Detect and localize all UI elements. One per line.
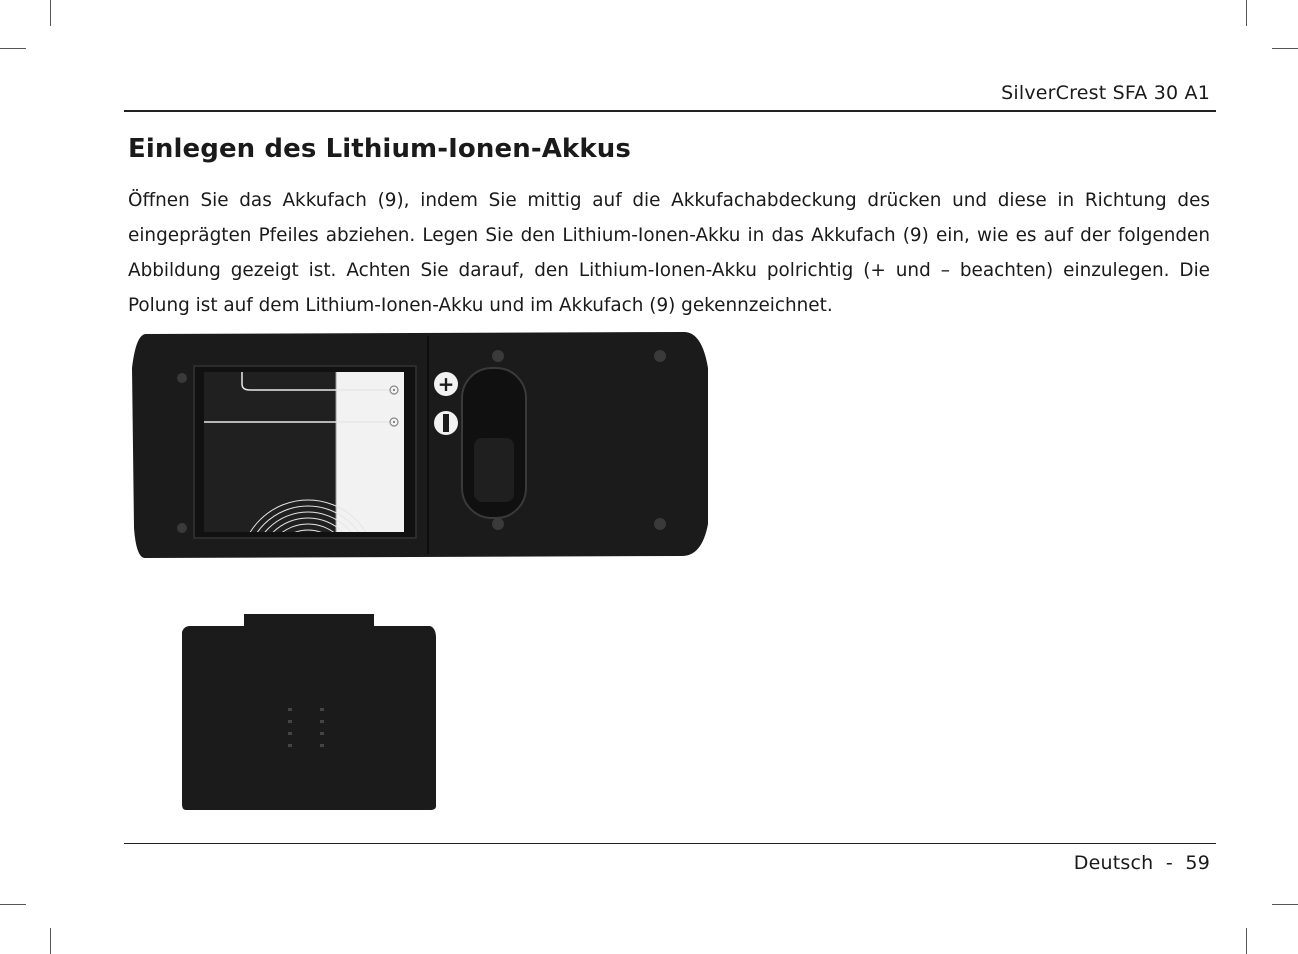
plus-icon	[434, 372, 458, 396]
instruction-paragraph: Öffnen Sie das Akkufach (9), indem Sie mittig auf die Akkufachabdeckung drücken und diese in Richtung des eingeprägten Pfeiles abziehen. Legen Sie den Lithium-Ionen-Akku in das Akkufach (9) ein, wie es auf der folgenden Abbildung gezeigt ist. Achten Sie darauf, den Lithium-Ionen-Akku polrichtig (+ und – beachten) einzulegen. Die Polung ist auf dem Lithium-Ionen-Akku und im Akkufach (9) gekennzeichnet.	[128, 190, 1210, 316]
crop-mark	[1272, 904, 1298, 905]
battery-cover	[182, 614, 436, 810]
battery-compartment-figure	[124, 328, 714, 818]
crop-mark	[0, 904, 26, 905]
screw-icon	[654, 518, 666, 530]
crop-mark	[50, 0, 51, 26]
crop-mark	[1272, 48, 1298, 49]
header-rule	[124, 110, 1216, 112]
page-number: Deutsch - 59	[1073, 852, 1210, 874]
lithium-ion-battery	[204, 372, 404, 636]
screw-icon	[177, 373, 187, 383]
crop-mark	[0, 48, 26, 49]
minus-icon	[434, 411, 458, 435]
crop-mark	[1246, 0, 1247, 26]
device-back-housing	[132, 332, 708, 636]
screw-icon	[492, 518, 504, 530]
screw-icon	[654, 350, 666, 362]
running-header: SilverCrest SFA 30 A1	[1001, 82, 1210, 104]
screw-icon	[492, 350, 504, 362]
footer-rule	[124, 843, 1216, 844]
screw-icon	[177, 523, 187, 533]
crop-mark	[1246, 928, 1247, 954]
plus-symbol: +	[437, 372, 455, 396]
crop-mark	[50, 928, 51, 954]
section-title: Einlegen des Lithium-Ionen-Akkus	[128, 134, 631, 164]
